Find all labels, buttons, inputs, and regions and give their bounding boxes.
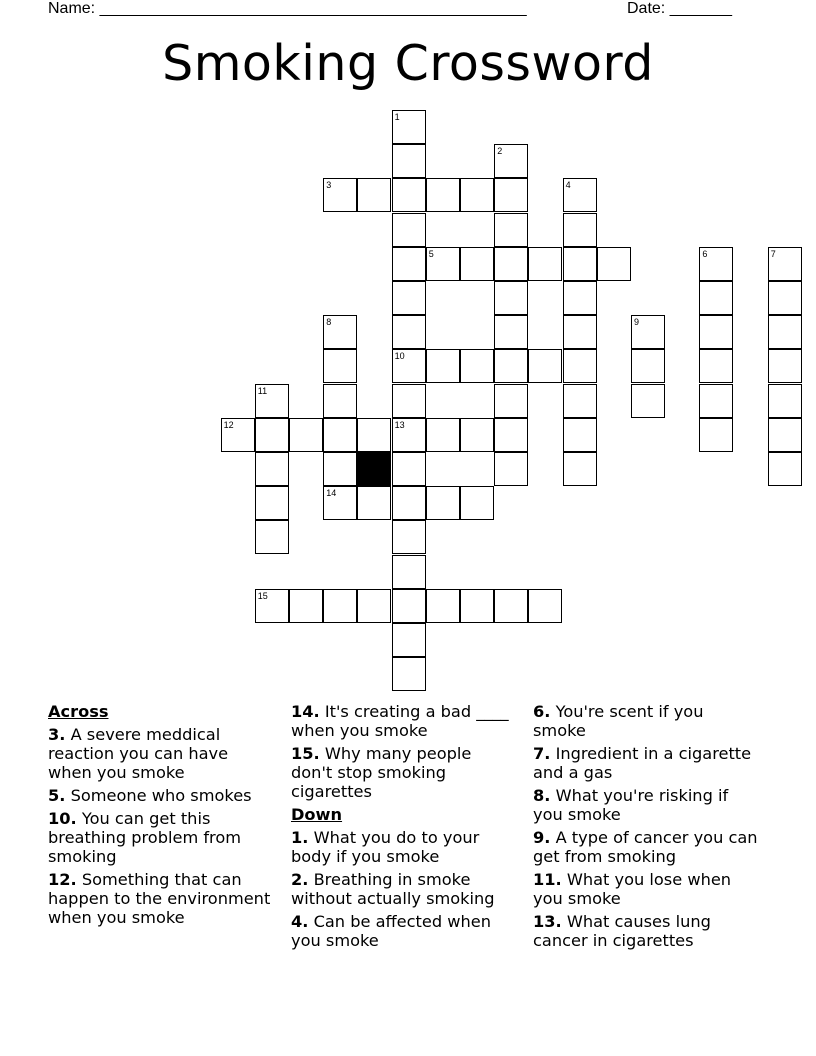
grid-cell[interactable] [699, 247, 733, 281]
grid-cell[interactable] [460, 349, 494, 383]
grid-cell[interactable] [563, 178, 597, 212]
grid-cell[interactable] [494, 315, 528, 349]
grid-cell[interactable] [494, 349, 528, 383]
grid-cell[interactable] [392, 623, 426, 657]
clue-down-1: 1. What you do to your body if you smoke [291, 828, 480, 866]
grid-cell[interactable] [494, 589, 528, 623]
clue-number: 11 [257, 385, 268, 396]
page-title: Smoking Crossword [162, 35, 654, 92]
grid-cell[interactable] [255, 520, 289, 554]
grid-cell[interactable] [563, 418, 597, 452]
grid-cell[interactable] [768, 452, 802, 486]
clue-down-4: 4. Can be affected when you smoke [291, 912, 491, 950]
grid-cell[interactable] [323, 418, 357, 452]
grid-cell[interactable] [460, 589, 494, 623]
grid-cell[interactable] [426, 349, 460, 383]
grid-cell[interactable] [528, 247, 562, 281]
clue-down-7: 7. Ingredient in a cigarette and a gas [533, 744, 752, 782]
clue-down-11: 11. What you lose when you smoke [533, 870, 732, 908]
clue-number: 10 [394, 351, 405, 362]
grid-cell[interactable] [392, 418, 426, 452]
clue-down-13: 13. What causes lung cancer in cigarettes [533, 912, 711, 950]
grid-cell[interactable] [494, 213, 528, 247]
grid-cell[interactable] [699, 349, 733, 383]
grid-cell[interactable] [289, 589, 323, 623]
clue-number: 5 [428, 248, 434, 259]
grid-cell[interactable] [494, 418, 528, 452]
across-heading: Across [48, 702, 109, 721]
grid-cell[interactable] [494, 452, 528, 486]
grid-cell[interactable] [460, 247, 494, 281]
grid-cell[interactable] [563, 213, 597, 247]
clue-down-2: 2. Breathing in smoke without actually smoking [291, 870, 495, 908]
grid-cell[interactable] [323, 589, 357, 623]
grid-cell[interactable] [699, 384, 733, 418]
clue-number: 2 [497, 146, 503, 157]
grid-cell[interactable] [392, 520, 426, 554]
clue-column-2 [291, 702, 516, 954]
clue-number: 8 [326, 317, 332, 328]
grid-cell[interactable] [494, 178, 528, 212]
grid-cell[interactable] [426, 178, 460, 212]
grid-cell[interactable] [392, 247, 426, 281]
grid-cell[interactable] [255, 384, 289, 418]
grid-cell[interactable] [392, 384, 426, 418]
grid-cell[interactable] [357, 486, 391, 520]
grid-cell[interactable] [563, 349, 597, 383]
grid-cell[interactable] [494, 384, 528, 418]
clue-across-12: 12. Something that can happen to the environment when you smoke [48, 870, 271, 927]
grid-cell[interactable] [460, 178, 494, 212]
clue-across-10: 10. You can get this breathing problem from smoking [48, 809, 242, 866]
grid-cell[interactable] [357, 178, 391, 212]
grid-cell[interactable] [392, 349, 426, 383]
grid-cell[interactable] [494, 281, 528, 315]
grid-cell[interactable] [426, 247, 460, 281]
grid-cell[interactable] [631, 315, 665, 349]
clue-number: 15 [257, 590, 268, 601]
grid-cell[interactable] [597, 247, 631, 281]
clue-column-1 [48, 702, 273, 931]
clue-across-14: 14. It's creating a bad ____ when you smoke [291, 702, 509, 740]
grid-cell[interactable] [392, 144, 426, 178]
grid-cell[interactable] [528, 589, 562, 623]
grid-cell[interactable] [323, 384, 357, 418]
grid-cell[interactable] [357, 589, 391, 623]
grid-cell[interactable] [255, 589, 289, 623]
grid-cell[interactable] [392, 452, 426, 486]
down-heading: Down [291, 805, 343, 824]
clue-across-3: 3. A severe meddical reaction you can have when you smoke [48, 725, 229, 782]
grid-cell[interactable] [563, 281, 597, 315]
grid-cell[interactable] [323, 178, 357, 212]
black-cell [357, 452, 391, 486]
grid-cell[interactable] [323, 486, 357, 520]
grid-cell[interactable] [357, 418, 391, 452]
grid-cell[interactable] [255, 452, 289, 486]
clue-down-9: 9. A type of cancer you can get from smoking [533, 828, 758, 866]
grid-cell[interactable] [392, 589, 426, 623]
clue-across-15: 15. Why many people don't stop smoking cigarettes [291, 744, 472, 801]
grid-cell[interactable] [392, 486, 426, 520]
date-field[interactable]: Date: _______ [627, 0, 732, 17]
clue-number: 3 [326, 180, 332, 191]
clue-number: 14 [326, 488, 337, 499]
grid-cell[interactable] [768, 281, 802, 315]
clue-number: 13 [394, 419, 405, 430]
grid-cell[interactable] [392, 281, 426, 315]
grid-cell[interactable] [563, 384, 597, 418]
grid-cell[interactable] [563, 315, 597, 349]
grid-cell[interactable] [323, 452, 357, 486]
grid-cell[interactable] [221, 418, 255, 452]
grid-cell[interactable] [426, 486, 460, 520]
grid-cell[interactable] [392, 315, 426, 349]
grid-cell[interactable] [631, 384, 665, 418]
clue-number: 9 [634, 317, 640, 328]
clue-down-8: 8. What you're risking if you smoke [533, 786, 729, 824]
grid-cell[interactable] [289, 418, 323, 452]
clue-across-5: 5. Someone who smokes [48, 786, 252, 805]
grid-cell[interactable] [563, 452, 597, 486]
grid-cell[interactable] [768, 384, 802, 418]
name-field[interactable]: Name: ________________________________________________ [48, 0, 527, 17]
grid-cell[interactable] [699, 418, 733, 452]
clue-number: 1 [394, 112, 400, 122]
grid-cell[interactable] [699, 281, 733, 315]
clue-number: 6 [702, 248, 708, 259]
grid-cell[interactable] [460, 486, 494, 520]
grid-cell[interactable] [460, 418, 494, 452]
grid-cell[interactable] [631, 349, 665, 383]
clue-number: 4 [565, 180, 571, 191]
clue-down-6: 6. You're scent if you smoke [533, 702, 704, 740]
grid-cell[interactable] [494, 247, 528, 281]
clue-number: 12 [223, 419, 234, 430]
grid-cell[interactable] [768, 247, 802, 281]
grid-cell[interactable] [392, 657, 426, 691]
grid-cell[interactable] [255, 486, 289, 520]
grid-cell[interactable] [392, 213, 426, 247]
grid-cell[interactable] [392, 110, 426, 144]
grid-cell[interactable] [255, 418, 289, 452]
grid-cell[interactable] [323, 349, 357, 383]
grid-cell[interactable] [426, 418, 460, 452]
grid-cell[interactable] [563, 247, 597, 281]
grid-cell[interactable] [768, 418, 802, 452]
grid-cell[interactable] [494, 144, 528, 178]
grid-cell[interactable] [426, 589, 460, 623]
grid-cell[interactable] [323, 315, 357, 349]
grid-cell[interactable] [768, 315, 802, 349]
clue-column-3 [533, 702, 758, 954]
grid-cell[interactable] [392, 178, 426, 212]
grid-cell[interactable] [699, 315, 733, 349]
grid-cell[interactable] [528, 349, 562, 383]
grid-cell[interactable] [392, 555, 426, 589]
grid-cell[interactable] [768, 349, 802, 383]
clue-number: 7 [770, 248, 776, 259]
